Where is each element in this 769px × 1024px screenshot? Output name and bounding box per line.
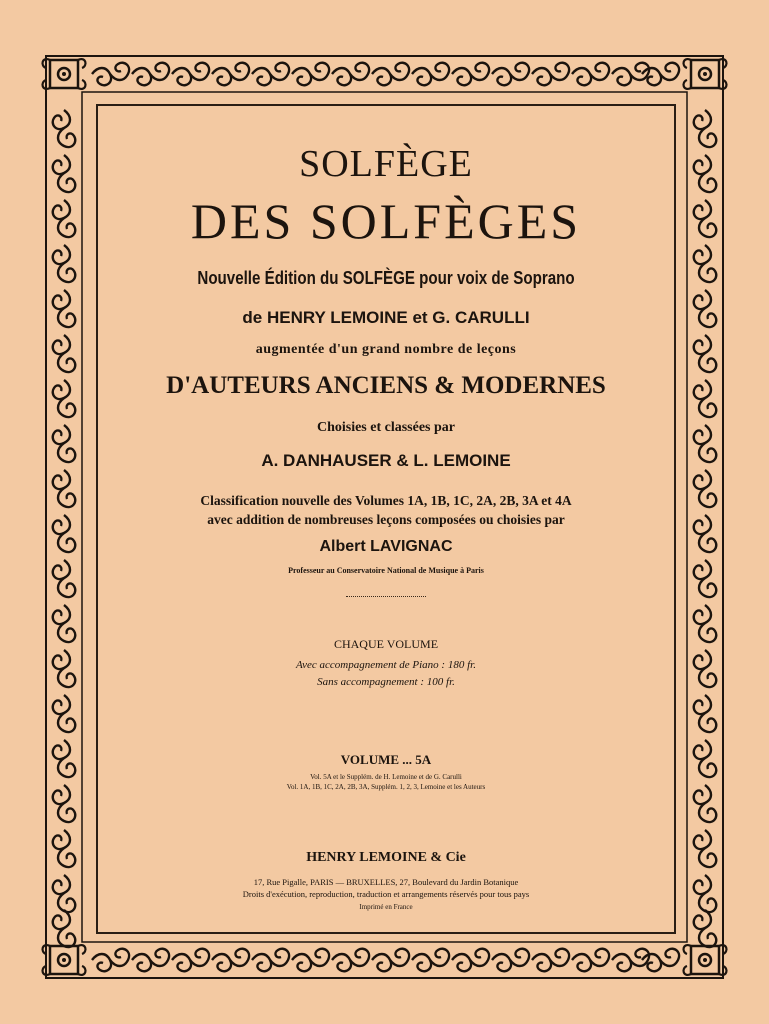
publisher-address: 17, Rue Pigalle, PARIS — BRUXELLES, 27, Boulevard du Jardin Botanique	[253, 877, 519, 887]
reviser-title: Professeur au Conservatoire National de Musique à Paris	[288, 566, 484, 575]
pricing-line-1: Avec accompagnement de Piano : 180 fr.	[296, 659, 476, 671]
chosen-line: Choisies et classées par	[316, 420, 456, 435]
publisher-rights: Droits d'exécution, reproduction, traduction et arrangements réservés pour tous pays	[242, 889, 530, 899]
pricing-heading: CHAQUE VOLUME	[333, 637, 439, 651]
volume-notes	[96, 772, 676, 792]
classification-line-1: Classification nouvelle des Volumes 1A, 1B, 1C, 2A, 2B, 3A et 4A	[200, 493, 572, 508]
subtitle: Nouvelle Édition du SOLFÈGE pour voix de Soprano	[197, 268, 575, 288]
printed-in: Imprimé en France	[359, 903, 413, 911]
title-line-2: DES SOLFÈGES	[190, 193, 582, 249]
classification-line-2: avec addition de nombreuses leçons composées ou choisies par	[207, 512, 565, 527]
augmented-line: augmentée d'un grand nombre de leçons	[255, 342, 517, 357]
title-line-1: SOLFÈGE	[299, 143, 473, 185]
pricing-text	[96, 657, 676, 691]
publisher-name: HENRY LEMOINE & Cie	[306, 850, 466, 865]
volume-label: VOLUME ... 5A	[340, 752, 432, 767]
authors-heading: D'AUTEURS ANCIENS & MODERNES	[166, 372, 606, 399]
volume-note-1: Vol. 5A et le Supplém. de H. Lemoine et de G. Carulli	[310, 773, 462, 781]
editors-line: A. DANHAUSER & L. LEMOINE	[261, 451, 511, 470]
publisher-details	[96, 876, 676, 900]
authors-line: de HENRY LEMOINE et G. CARULLI	[242, 308, 530, 327]
pricing-line-2: Sans accompagnement : 100 fr.	[317, 676, 455, 688]
classification-text	[96, 491, 676, 529]
dotted-divider	[346, 596, 426, 597]
volume-note-2: Vol. 1A, 1B, 1C, 2A, 2B, 3A, Supplém. 1, 2, 3, Lemoine et les Auteurs	[286, 783, 486, 791]
reviser-name: Albert LAVIGNAC	[319, 538, 453, 555]
